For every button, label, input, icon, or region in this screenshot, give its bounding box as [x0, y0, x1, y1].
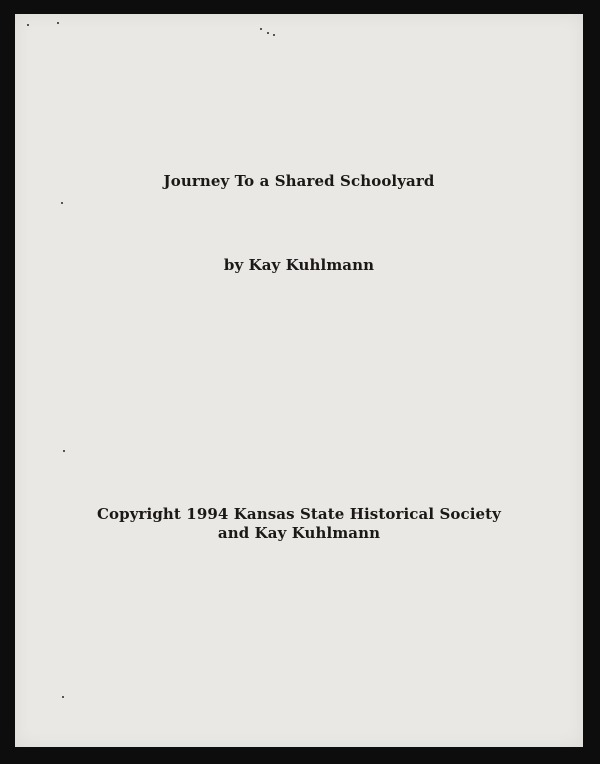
paper-speck: [260, 28, 262, 30]
copyright-line-2: and Kay Kuhlmann: [217, 524, 381, 542]
copyright-line-1: Copyright 1994 Kansas State Historical Society: [96, 505, 501, 523]
paper-speck: [61, 202, 63, 204]
document-title: Journey To a Shared Schoolyard: [163, 172, 435, 190]
paper-speck: [27, 24, 29, 26]
author-line: by Kay Kuhlmann: [223, 256, 375, 274]
paper-speck: [57, 22, 59, 24]
paper-speck: [273, 34, 275, 36]
paper-speck: [63, 450, 65, 452]
copyright-notice: [15, 505, 583, 543]
paper-speck: [62, 696, 64, 698]
paper-sheet: [15, 14, 583, 747]
paper-speck: [267, 32, 269, 34]
